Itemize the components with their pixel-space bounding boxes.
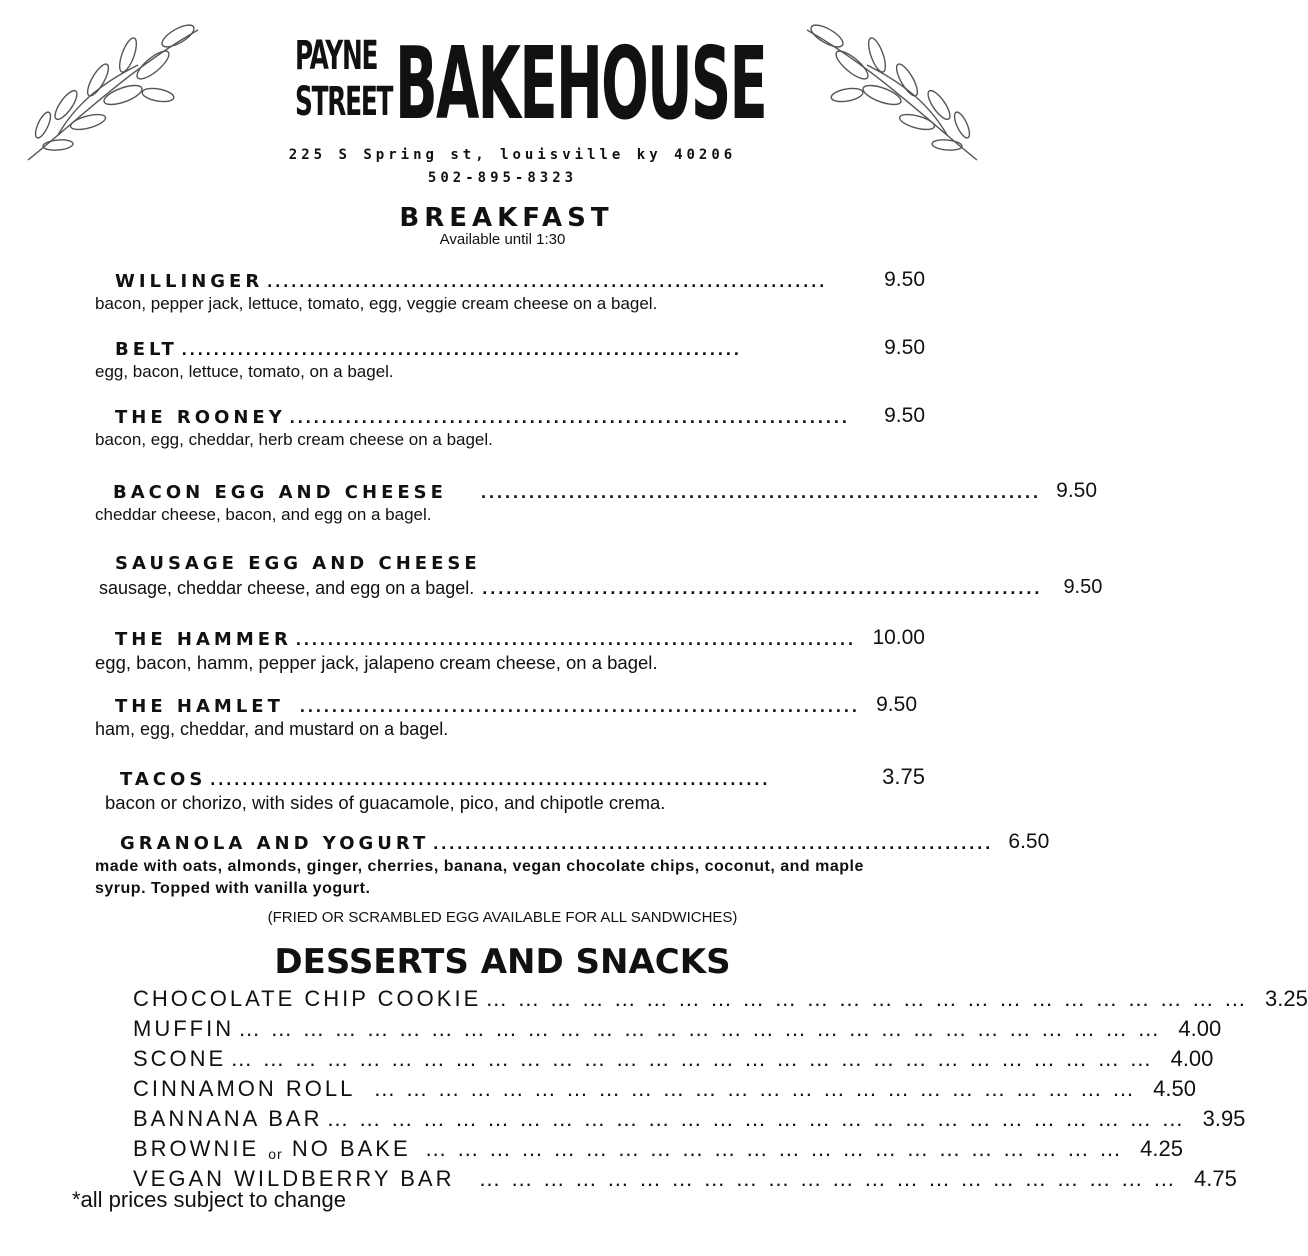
leader-dots: ...................................................................... [433, 833, 994, 853]
leader-dots: ...................................................................... [210, 769, 771, 789]
leader-dots: ...................................................................... [299, 696, 860, 716]
leader-dots: … … … … … … … … … … … … … … … … … … … … … … … … [373, 1076, 1136, 1101]
item-price: 9.50 [884, 336, 925, 359]
item-description: sausage, cheddar cheese, and egg on a bagel. [99, 578, 475, 598]
item-name: THE HAMLET [115, 696, 284, 717]
bakehouse-logo [295, 25, 767, 142]
leader-dots: ...................................................................... [480, 482, 1042, 502]
snack-item [133, 1132, 1183, 1162]
snack-name: MUFFIN [133, 1016, 235, 1041]
snack-name-or: or [268, 1146, 283, 1162]
item-description: egg, bacon, hamm, pepper jack, jalapeno cream cheese, on a bagel. [95, 652, 658, 673]
snack-name: SCONE [133, 1046, 227, 1071]
leader-dots: … … … … … … … … … … … … … … … … … … … … … … … … … … … [326, 1106, 1186, 1131]
item-name: BACON EGG AND CHEESE [113, 482, 447, 503]
leader-dots: ...................................................................... [181, 339, 742, 359]
leader-dots: … … … … … … … … … … … … … … … … … … … … … … [424, 1136, 1123, 1161]
snack-item [133, 1072, 1196, 1102]
menu-item-bacon-egg-and-cheese [95, 479, 1098, 525]
snack-price: 4.75 [1194, 1166, 1237, 1191]
desserts-heading: DESSERTS AND SNACKS [274, 942, 731, 982]
menu-item-granola-and-yogurt [95, 830, 1050, 900]
snack-item [133, 982, 1308, 1012]
item-description: bacon, egg, cheddar, herb cream cheese on a bagel. [95, 430, 493, 449]
item-description: ham, egg, cheddar, and mustard on a bagel. [95, 719, 449, 739]
menu-item-tacos [95, 764, 925, 814]
egg-note: (FRIED OR SCRAMBLED EGG AVAILABLE FOR ALL SANDWICHES) [267, 909, 738, 926]
menu-item-belt [95, 336, 925, 382]
item-description: bacon or chorizo, with sides of guacamole, pico, and chipotle crema. [105, 792, 666, 813]
leader-dots: … … … … … … … … … … … … … … … … … … … … … … … … … … … … … [238, 1016, 1162, 1041]
item-price: 6.50 [1008, 830, 1050, 853]
item-price: 9.50 [884, 268, 925, 291]
item-name: WILLINGER [115, 271, 264, 292]
snack-name: CINNAMON ROLL [133, 1076, 356, 1101]
leader-dots: … … … … … … … … … … … … … … … … … … … … … … [478, 1166, 1177, 1191]
menu-item-sausage-egg-and-cheese [95, 553, 1103, 599]
snack-name-after: NO BAKE [291, 1136, 411, 1161]
snack-price: 4.00 [1178, 1016, 1222, 1041]
leader-dots: … … … … … … … … … … … … … … … … … … … … … … … … … … … … … [230, 1046, 1154, 1071]
logo-line-payne: PAYNE [295, 33, 378, 79]
snack-price: 4.00 [1170, 1046, 1214, 1071]
item-price: 9.50 [1063, 576, 1103, 598]
item-price: 9.50 [884, 404, 925, 427]
item-name: THE ROONEY [115, 407, 286, 428]
snack-item [133, 1102, 1246, 1132]
item-price: 10.00 [872, 626, 925, 649]
snack-price: 3.25 [1265, 986, 1308, 1011]
leaf-branch-right-icon [797, 10, 987, 170]
item-name: BELT [115, 339, 178, 360]
phone-number: 502-895-8323 [427, 170, 578, 186]
leader-dots: ...................................................................... [295, 629, 856, 649]
breakfast-heading: BREAKFAST [399, 203, 614, 233]
leader-dots: ...................................................................... [267, 271, 828, 291]
snack-name: BROWNIE [133, 1136, 260, 1161]
logo-line-street: STREET [295, 79, 393, 125]
menu-item-willinger [95, 268, 925, 314]
item-description: egg, bacon, lettuce, tomato, on a bagel. [95, 362, 394, 381]
menu-item-the-hamlet [95, 693, 925, 740]
logo-bakehouse: BAKEHOUSE [395, 25, 767, 142]
item-name: THE HAMMER [115, 629, 292, 650]
leader-dots: ...................................................................... [482, 578, 1043, 598]
item-description: cheddar cheese, bacon, and egg on a bagel. [95, 505, 432, 524]
leader-dots: … … … … … … … … … … … … … … … … … … … … … … … … [485, 986, 1248, 1011]
item-name: GRANOLA AND YOGURT [120, 833, 430, 854]
leader-dots: ...................................................................... [289, 407, 850, 427]
item-description: bacon, pepper jack, lettuce, tomato, egg, veggie cream cheese on a bagel. [95, 294, 658, 313]
menu-item-the-rooney [95, 404, 925, 450]
address: 225 S Spring st, louisville ky 40206 [288, 147, 737, 163]
snack-name: VEGAN WILDBERRY BAR [133, 1166, 455, 1191]
snack-item [133, 1012, 1222, 1042]
snack-name: CHOCOLATE CHIP COOKIE [133, 986, 482, 1011]
item-name: SAUSAGE EGG AND CHEESE [115, 553, 481, 574]
snack-price: 4.25 [1140, 1136, 1183, 1161]
leaf-branch-left-icon [18, 10, 208, 170]
item-price: 9.50 [876, 693, 917, 716]
menu-item-the-hammer [95, 626, 925, 674]
item-price: 9.50 [1056, 479, 1098, 502]
item-description: made with oats, almonds, ginger, cherries, banana, vegan chocolate chips, coconut, and maple syrup. Topped with vanilla yogurt. [95, 858, 864, 897]
price-disclaimer: *all prices subject to change [72, 1187, 346, 1212]
breakfast-availability: Available until 1:30 [439, 231, 566, 248]
desserts-list [133, 982, 1308, 1192]
snack-item [133, 1042, 1214, 1072]
item-price: 3.75 [882, 764, 925, 789]
snack-price: 3.95 [1202, 1106, 1246, 1131]
snack-price: 4.50 [1153, 1076, 1196, 1101]
snack-name: BANNANA BAR [133, 1106, 323, 1131]
item-name: TACOS [120, 769, 207, 790]
